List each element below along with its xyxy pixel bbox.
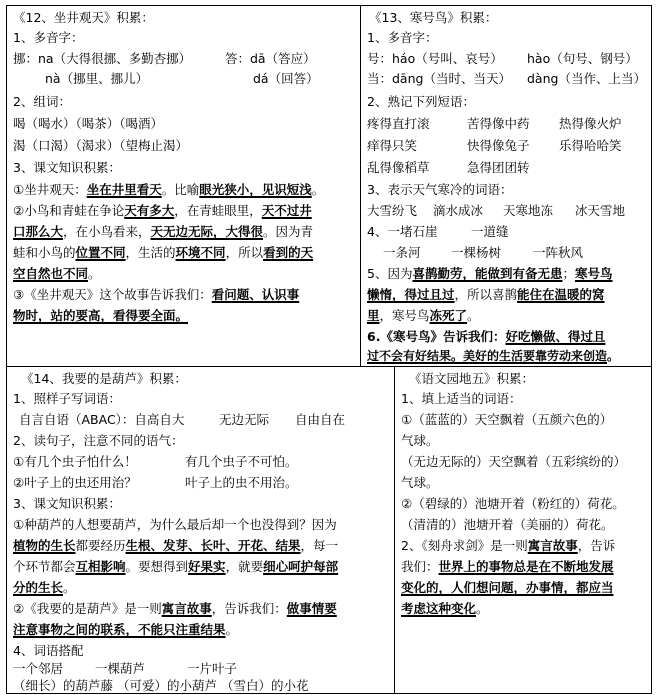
knowledge-line: ②小鸟和青蛙在争论天有多大，在青蛙眼里，天不过井: [13, 203, 312, 218]
measure-word: 4、一堵石崖: [367, 224, 438, 239]
polyphone-line: 当：dāng（当时、当天）: [367, 71, 511, 86]
lesson-line: 6.《寒号鸟》告诉我们：好吃懒做、得过且: [367, 329, 606, 344]
phrase: 疼得直打滚: [367, 116, 430, 131]
section-14-title: 《14、我要的是葫芦》积累：: [21, 371, 187, 386]
knowledge-line: ①坐井观天：坐在井里看天。比喻眼光狭小，见识短浅。: [13, 182, 325, 197]
word-line: 渴（口渴）（渴求）（望梅止渴）: [13, 138, 189, 153]
polyphone-line: nà（挪里、挪儿）: [45, 71, 149, 86]
reason-line: 里，寒号鸟冻死了。: [367, 308, 480, 323]
collocation-word: 一个邻居: [13, 661, 64, 676]
garden-5-title: 《语文园地五》积累：: [409, 371, 535, 386]
tone-sentence: ①有几个虫子怕什么！: [13, 454, 137, 469]
knowledge-line: 空自然也不同。: [13, 266, 101, 281]
pattern-word: 自言自语（ABAC）：自高自大: [19, 412, 185, 427]
story-line: 2、《刻舟求剑》是一则寓言故事，告诉: [401, 538, 616, 553]
phrase: 快得像兔子: [467, 138, 530, 153]
collocation-word: 一片叶子: [187, 661, 238, 676]
fill-line: 气球。: [401, 475, 439, 490]
pattern-word: 无边无际: [219, 412, 270, 427]
knowledge-line: ②《我要的是葫芦》是一则寓言故事，告诉我们：做事情要: [13, 601, 337, 616]
tone-sentence: ②叶子上的虫还用治？: [13, 475, 137, 490]
knowledge-line: ①种葫芦的人想要葫芦，为什么最后却一个也没得到？因为: [13, 517, 337, 532]
knowledge-line: 分的生长。: [13, 580, 76, 595]
knowledge-line: 个环节都会互相影响。要想得到好果实，就要细心呵护每部: [13, 559, 339, 574]
heading-polyphones: 1、多音字：: [13, 30, 84, 45]
heading-phrases: 2、熟记下列短语：: [367, 94, 475, 109]
polyphone-line: hào（句号、钢号）: [527, 51, 638, 66]
story-line: 变化的，人们想问题，办事情，都应当: [401, 580, 614, 595]
garden-5-cell: [395, 367, 651, 693]
heading-tones: 2、读句子，注意不同的语气：: [13, 433, 184, 448]
phrase: 苦得像中药: [467, 116, 530, 131]
section-14-cell: [7, 367, 394, 693]
knowledge-line: 口那么大，在小鸟看来，天无边无际，大得很。因为青: [13, 224, 314, 239]
heading-collocation: 4、词语搭配: [13, 643, 84, 658]
word-line: 喝（喝水）（喝茶）（喝酒）: [13, 116, 164, 131]
heading-knowledge: 3、课文知识积累：: [13, 496, 121, 511]
measure-word: 一道缝: [471, 224, 509, 239]
fill-line: 气球。: [401, 433, 439, 448]
phrase: 乐得哈哈笑: [559, 138, 622, 153]
cold-word: 天寒地冻: [503, 203, 554, 218]
measure-word: 一阵秋风: [533, 245, 584, 260]
measure-word: 一棵杨树: [451, 245, 502, 260]
fill-line: （无边无际的）天空飘着（五彩缤纷的）: [401, 454, 627, 469]
heading-words: 2、组词：: [13, 94, 71, 109]
reason-line: 懒惰，得过且过，所以喜鹊能住在温暖的窝: [367, 287, 605, 302]
polyphone-line: dàng（当作、上当）: [527, 71, 646, 86]
story-line: 考虑这种变化。: [401, 601, 489, 616]
lesson-line: 过不会有好结果。美好的生活要靠劳动来创造。: [367, 349, 620, 363]
fill-line: （清清的）池塘开着（美丽的）荷花。: [401, 517, 614, 532]
fill-line: ①（蓝蓝的）天空飘着（五颜六色的）: [401, 412, 613, 427]
section-13-title: 《13、寒号鸟》积累：: [369, 10, 498, 25]
phrase: 急得团团转: [467, 160, 530, 175]
tone-sentence: 有几个虫子不可怕。: [185, 454, 298, 469]
fill-line: ②（碧绿的）池塘开着（粉红的）荷花。: [401, 496, 625, 511]
heading-knowledge: 3、课文知识积累：: [13, 160, 121, 175]
polyphone-line: dá（回答）: [253, 71, 319, 86]
heading-cold-words: 3、表示天气寒冷的词语：: [367, 182, 513, 197]
pattern-word: 自由自在: [295, 412, 346, 427]
cold-word: 大雪纷飞: [367, 203, 418, 218]
knowledge-line: 蛙和小鸟的位置不同，生活的环境不同，所以看到的天: [13, 245, 314, 260]
phrase: 热得像火炉: [559, 116, 622, 131]
section-12-cell: [7, 6, 360, 366]
heading-fill-words: 1、填上适当的词语：: [401, 391, 522, 406]
knowledge-line: ③《坐井观天》这个故事告诉我们：看问题、认识事: [13, 287, 300, 302]
table-border-right: [651, 5, 652, 694]
knowledge-line: 植物的生长都要经历生根、发芽、长叶、开花、结果，每一: [13, 538, 339, 553]
heading-pattern-words: 1、照样子写词语：: [13, 391, 121, 406]
knowledge-line: 物时，站的要高，看得要全面。: [13, 308, 189, 323]
section-13-cell: [361, 6, 651, 366]
reason-line: 5、因为喜鹊勤劳，能做到有备无患；寒号鸟: [367, 266, 613, 281]
story-line: 我们：世界上的事物总是在不断地发展: [401, 559, 614, 574]
table-border-bottom: [6, 693, 652, 694]
cold-word: 滴水成冰: [433, 203, 484, 218]
tone-sentence: 叶子上的虫不用治。: [185, 475, 298, 490]
measure-word: 一条河: [383, 245, 421, 260]
knowledge-line: 注意事物之间的联系，不能只注重结果。: [13, 622, 239, 637]
polyphone-line: 号：háo（号叫、哀号）: [367, 51, 503, 66]
phrase: 痒得只笑: [367, 138, 418, 153]
cold-word: 冰天雪地: [575, 203, 626, 218]
collocation-word: 一棵葫芦: [95, 661, 146, 676]
polyphone-line: 答：dā（答应）: [225, 51, 316, 66]
phrase: 乱得像稻草: [367, 160, 430, 175]
collocation-line: （细长）的葫芦藤 （可爱）的小葫芦 （雪白）的小花: [13, 678, 309, 693]
polyphone-line: 挪：na（大得很挪、多勤杏挪）: [13, 51, 192, 66]
section-12-title: 《12、坐井观天》积累：: [13, 10, 154, 25]
heading-polyphones: 1、多音字：: [367, 30, 438, 45]
